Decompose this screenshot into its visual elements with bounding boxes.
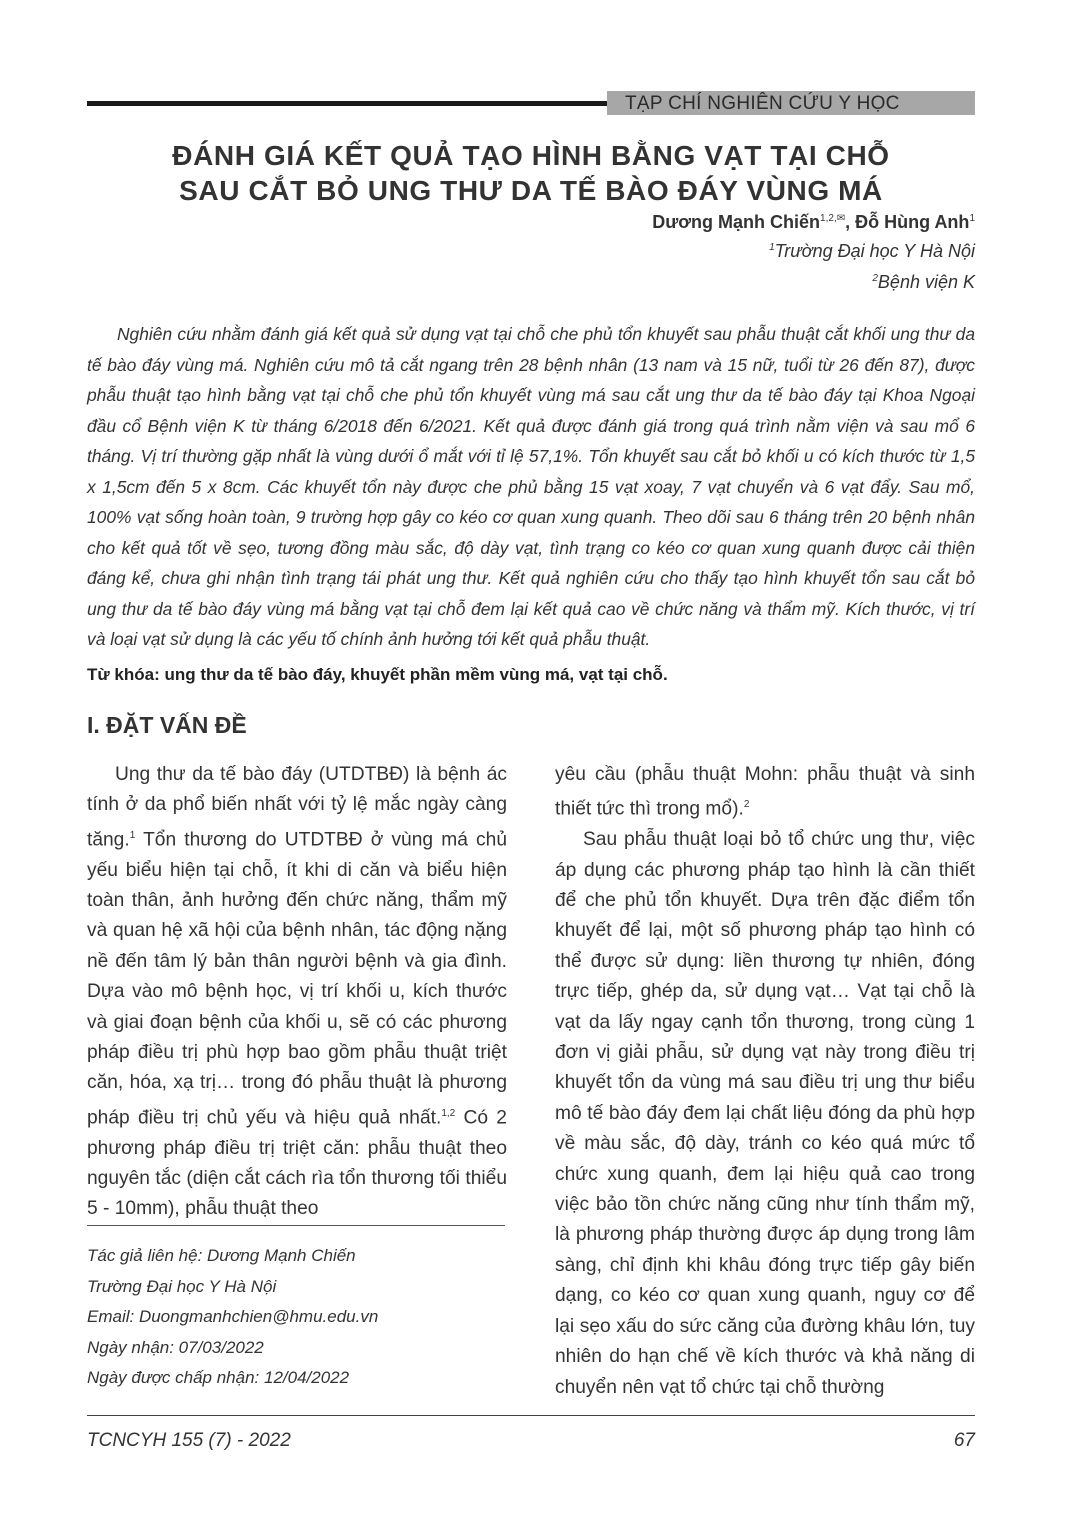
citation-ref: 1,2 <box>441 1107 456 1119</box>
abstract: Nghiên cứu nhằm đánh giá kết quả sử dụng vạt tại chỗ che phủ tổn khuyết sau phẫu thuật cắt khối ung thư da tế bào đáy vùng má. Nghiên cứu mô tả cắt ngang trên 28 bệnh nhân (13 nam và 15 nữ, tuổi từ 26 đến 87), được phẫu thuật tạo hình bằng vạt tại chỗ che phủ tổn khuyết vùng má sau cắt ung thư da tế bào đáy tại Khoa Ngoại đầu cổ Bệnh viện K từ tháng 6/2018 đến 6/2021. Kết quả được đánh giá trong quá trình nằm viện và sau mổ 6 tháng. Vị trí thường gặp nhất là vùng dưới ổ mắt với tỉ lệ 57,1%. Tổn khuyết sau cắt bỏ khối u có kích thước từ 1,5 x 1,5cm đến 5 x 8cm. Các khuyết tổn này được che phủ bằng 15 vạt xoay, 7 vạt chuyển và 6 vạt đẩy. Sau mổ, 100% vạt sống hoàn toàn, 9 trường hợp gây co kéo cơ quan xung quanh. Theo dõi sau 6 tháng trên 20 bệnh nhân cho kết quả tốt về sẹo, tương đồng màu sắc, độ dày vạt, tình trạng co kéo cơ quan xung quanh được cải thiện đáng kể, chưa ghi nhận tình trạng tái phát ung thư. Kết quả nghiên cứu cho thấy tạo hình khuyết tổn sau cắt bỏ ung thư da tế bào đáy vùng má bằng vạt tại chỗ đem lại kết quả cao về chức năng và thẩm mỹ. Kích thước, vị trí và loại vạt sử dụng là các yếu tố chính ảnh hưởng tới kết quả phẫu thuật. <box>87 324 975 649</box>
header-rule <box>87 101 607 106</box>
author-2-affiliation: 1 <box>969 213 975 224</box>
citation-ref: 1 <box>129 829 136 841</box>
footnote-accepted-date: Ngày được chấp nhận: 12/04/2022 <box>87 1368 350 1387</box>
footnote-institution: Trường Đại học Y Hà Nội <box>87 1277 277 1296</box>
body-column-left <box>87 760 507 1225</box>
body-paragraph: Sau phẫu thuật loại bỏ tổ chức ung thư, việc áp dụng các phương pháp tạo hình là cần thiết để che phủ tổn khuyết. Dựa trên đặc điểm tổn khuyết để lại, một số phương pháp tạo hình có thể được sử dụng: liền thương tự nhiên, đóng trực tiếp, ghép da, sử dụng vạt… Vạt tại chỗ là vạt da lấy ngay cạnh tổn thương, trong cùng 1 đơn vị giải phẫu, sử dụng vạt này trong điều trị khuyết tổn da vùng má sau điều trị ung thư biểu mô tế bào đáy đem lại chất liệu đóng da phù hợp về màu sắc, độ dày, tránh co kéo quá mức tổ chức xung quanh, đem lại hiệu quả cao trong việc bảo tồn chức năng cũng như tính thẩm mỹ, là phương pháp thường được áp dụng trong lâm sàng, chỉ định khi khâu đóng trực tiếp gây biến dạng, co kéo cơ quan xung quanh, nguy cơ để lại sẹo xấu do sức căng của đường khâu lớn, tuy nhiên do hạn chế về kích thước và khả năng di chuyển nên vạt tổ chức tại chỗ thường <box>555 829 975 1398</box>
title-line-2: SAU CẮT BỎ UNG THƯ DA TẾ BÀO ĐÁY VÙNG MÁ <box>179 175 883 206</box>
body-text: Tổn thương do UTDTBĐ ở vùng má chủ yếu biểu hiện tại chỗ, ít khi di căn và biểu hiện toàn thân, ảnh hưởng đến chức năng, thẩm mỹ và quan hệ xã hội của bệnh nhân, tác động nặng nề đến tâm lý bản thân người bệnh và gia đình. Dựa vào mô bệnh học, vị trí khối u, kích thước và giai đoạn bệnh của khối u, sẽ có các phương pháp điều trị phù hợp bao gồm phẫu thuật triệt căn, hóa, xạ trị… trong đó phẫu thuật là phương pháp điều trị chủ yếu và hiệu quả nhất. <box>87 829 507 1129</box>
body-text: Có 2 phương pháp điều trị triệt căn: phẫu thuật theo nguyên tắc (diện cắt cách rìa tổn thương tối thiểu 5 - 10mm), phẫu thuật theo <box>87 1107 507 1220</box>
footnote-corresponding-author: Tác giả liên hệ: Dương Mạnh Chiến <box>87 1246 356 1265</box>
page-number: 67 <box>953 1430 975 1451</box>
author-list <box>652 212 975 233</box>
footnote-email: Email: Duongmanhchien@hmu.edu.vn <box>87 1307 379 1326</box>
keywords: Từ khóa: ung thư da tế bào đáy, khuyết phần mềm vùng má, vạt tại chỗ. <box>87 665 668 684</box>
title-line-1: ĐÁNH GIÁ KẾT QUẢ TẠO HÌNH BẰNG VẠT TẠI CHỖ <box>172 140 890 171</box>
section-heading: I. ĐẶT VẤN ĐỀ <box>87 712 247 738</box>
body-text: Ung thư da tế bào đáy (UTDTBĐ) là bệnh ác tính ở da phổ biến nhất với tỷ lệ mắc ngày càng tăng. <box>87 764 507 851</box>
body-paragraph <box>555 760 975 825</box>
affiliation-1 <box>769 241 975 262</box>
affiliation-2 <box>872 272 975 293</box>
affiliation-1-number: 1 <box>769 242 775 253</box>
footnote-received-date: Ngày nhận: 07/03/2022 <box>87 1338 264 1357</box>
body-paragraph <box>87 760 507 1225</box>
author-2: Đỗ Hùng Anh <box>855 212 970 232</box>
footer-journal-issue: TCNCYH 155 (7) - 2022 <box>87 1430 291 1451</box>
citation-ref: 2 <box>743 799 750 811</box>
author-separator: , <box>845 212 856 232</box>
affiliation-1-name: Trường Đại học Y Hà Nội <box>774 241 975 261</box>
footnote-divider <box>87 1225 505 1226</box>
affiliation-2-number: 2 <box>872 273 878 284</box>
affiliation-2-name: Bệnh viện K <box>877 272 975 292</box>
author-1-affiliation: 1,2,✉ <box>820 213 846 224</box>
author-1: Dương Mạnh Chiến <box>652 212 821 232</box>
article-title <box>87 138 975 208</box>
journal-header: TẠP CHÍ NGHIÊN CỨU Y HỌC <box>607 91 975 115</box>
footer-rule <box>87 1415 975 1416</box>
body-text: yêu cầu (phẫu thuật Mohn: phẫu thuật và sinh thiết tức thì trong mổ). <box>555 764 975 820</box>
body-column-right <box>555 760 975 1403</box>
